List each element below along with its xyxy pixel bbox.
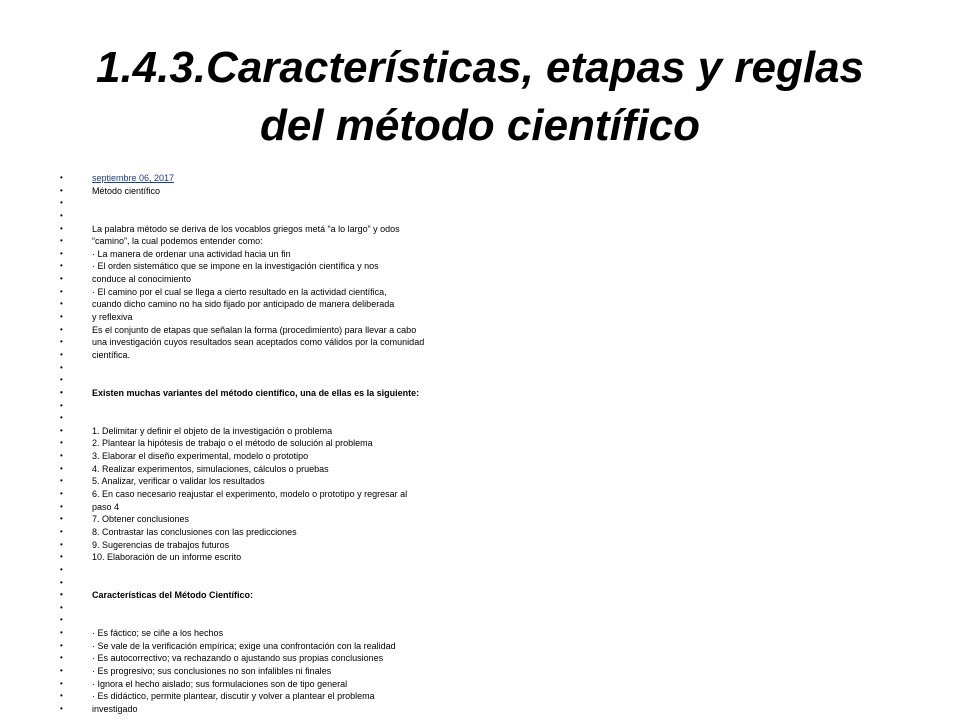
list-item [60, 450, 920, 463]
list-item [60, 311, 920, 324]
list-item [60, 501, 920, 514]
empty-list-item [60, 412, 920, 425]
list-item-text: · Es progresivo; sus conclusiones no son infalibles ni finales [92, 665, 332, 676]
list-item [60, 690, 920, 703]
list-item-text: Existen muchas variantes del método científico, una de ellas es la siguiente: [92, 387, 420, 398]
list-item-text: investigado [92, 703, 138, 714]
list-item [60, 488, 920, 501]
empty-list-item [60, 197, 920, 210]
list-item [60, 248, 920, 261]
page-title [0, 39, 960, 155]
empty-list-item [60, 210, 920, 223]
list-item [60, 324, 920, 337]
list-item-text: una investigación cuyos resultados sean aceptados como válidos por la comunidad [92, 337, 425, 348]
list-item [60, 589, 920, 602]
list-item-text: 2. Plantear la hipótesis de trabajo o el método de solución al problema [92, 438, 373, 449]
list-item-text: y reflexiva [92, 312, 133, 323]
bullet-list [60, 172, 920, 716]
list-item-text: · El orden sistemático que se impone en la investigación científica y nos [92, 261, 379, 272]
title-line-2: del método científico [259, 101, 701, 151]
list-item [60, 273, 920, 286]
list-item-text: conduce al conocimiento [92, 274, 192, 285]
list-item-text: científica. [92, 349, 131, 360]
list-item [60, 678, 920, 691]
list-item-text: Características del Método Científico: [92, 590, 254, 601]
list-item-text: “camino”, la cual podemos entender como: [92, 236, 263, 247]
list-item-text: · La manera de ordenar una actividad hacia un fin [92, 248, 291, 259]
list-item-text: Método científico [92, 185, 161, 196]
list-item-text: La palabra método se deriva de los vocablos griegos metá “a lo largo” y odos [92, 223, 400, 234]
list-item-text: paso 4 [92, 501, 120, 512]
list-item [60, 652, 920, 665]
list-item-text: · Ignora el hecho aislado; sus formulaciones son de tipo general [92, 678, 348, 689]
list-item [60, 235, 920, 248]
list-item-text: 6. En caso necesario reajustar el experimento, modelo o prototipo y regresar al [92, 489, 408, 500]
date-link[interactable]: septiembre 06, 2017 [92, 173, 175, 183]
empty-list-item [60, 400, 920, 413]
list-item [60, 463, 920, 476]
title-line-1: 1.4.3.Características, etapas y reglas [95, 43, 865, 93]
list-item [60, 475, 920, 488]
list-item-text: 7. Obtener conclusiones [92, 514, 190, 525]
list-item-text: 5. Analizar, verificar o validar los resultados [92, 476, 265, 487]
list-item-text: 8. Contrastar las conclusiones con las predicciones [92, 526, 297, 537]
list-item-text: 9. Sugerencias de trabajos futuros [92, 539, 230, 550]
list-item-text: Es el conjunto de etapas que señalan la forma (procedimiento) para llevar a cabo [92, 324, 417, 335]
empty-list-item [60, 362, 920, 375]
list-item-text: · Se vale de la verificación empírica; exige una confrontación con la realidad [92, 640, 396, 651]
list-item-text: · Es autocorrectivo; va rechazando o ajustando sus propias conclusiones [92, 653, 384, 664]
list-item-text: · El camino por el cual se llega a cierto resultado en la actividad científica, [92, 286, 387, 297]
list-item-text: · Es fáctico; se ciñe a los hechos [92, 628, 224, 639]
list-item [60, 349, 920, 362]
list-item [60, 387, 920, 400]
empty-list-item [60, 577, 920, 590]
list-item [60, 703, 920, 716]
list-item [60, 286, 920, 299]
list-item-text: 1. Delimitar y definir el objeto de la investigación o problema [92, 425, 333, 436]
list-item-text: cuando dicho camino no ha sido fijado por anticipado de manera deliberada [92, 299, 395, 310]
list-item [60, 336, 920, 349]
list-item [60, 551, 920, 564]
list-item [60, 185, 920, 198]
list-item [60, 437, 920, 450]
list-item [60, 425, 920, 438]
list-item-text: 4. Realizar experimentos, simulaciones, cálculos o pruebas [92, 463, 329, 474]
list-item-text: · Es didáctico, permite plantear, discutir y volver a plantear el problema [92, 691, 375, 702]
list-item [60, 526, 920, 539]
empty-list-item [60, 614, 920, 627]
list-item-text: 10. Elaboración de un informe escrito [92, 552, 242, 563]
list-item [60, 223, 920, 236]
empty-list-item [60, 564, 920, 577]
list-item [60, 665, 920, 678]
empty-list-item [60, 374, 920, 387]
list-item-text: 3. Elaborar el diseño experimental, modelo o prototipo [92, 451, 309, 462]
content-body [60, 172, 920, 716]
list-item [60, 172, 920, 185]
list-item [60, 260, 920, 273]
list-item [60, 640, 920, 653]
empty-list-item [60, 602, 920, 615]
list-item [60, 539, 920, 552]
list-item [60, 298, 920, 311]
list-item [60, 513, 920, 526]
list-item [60, 627, 920, 640]
